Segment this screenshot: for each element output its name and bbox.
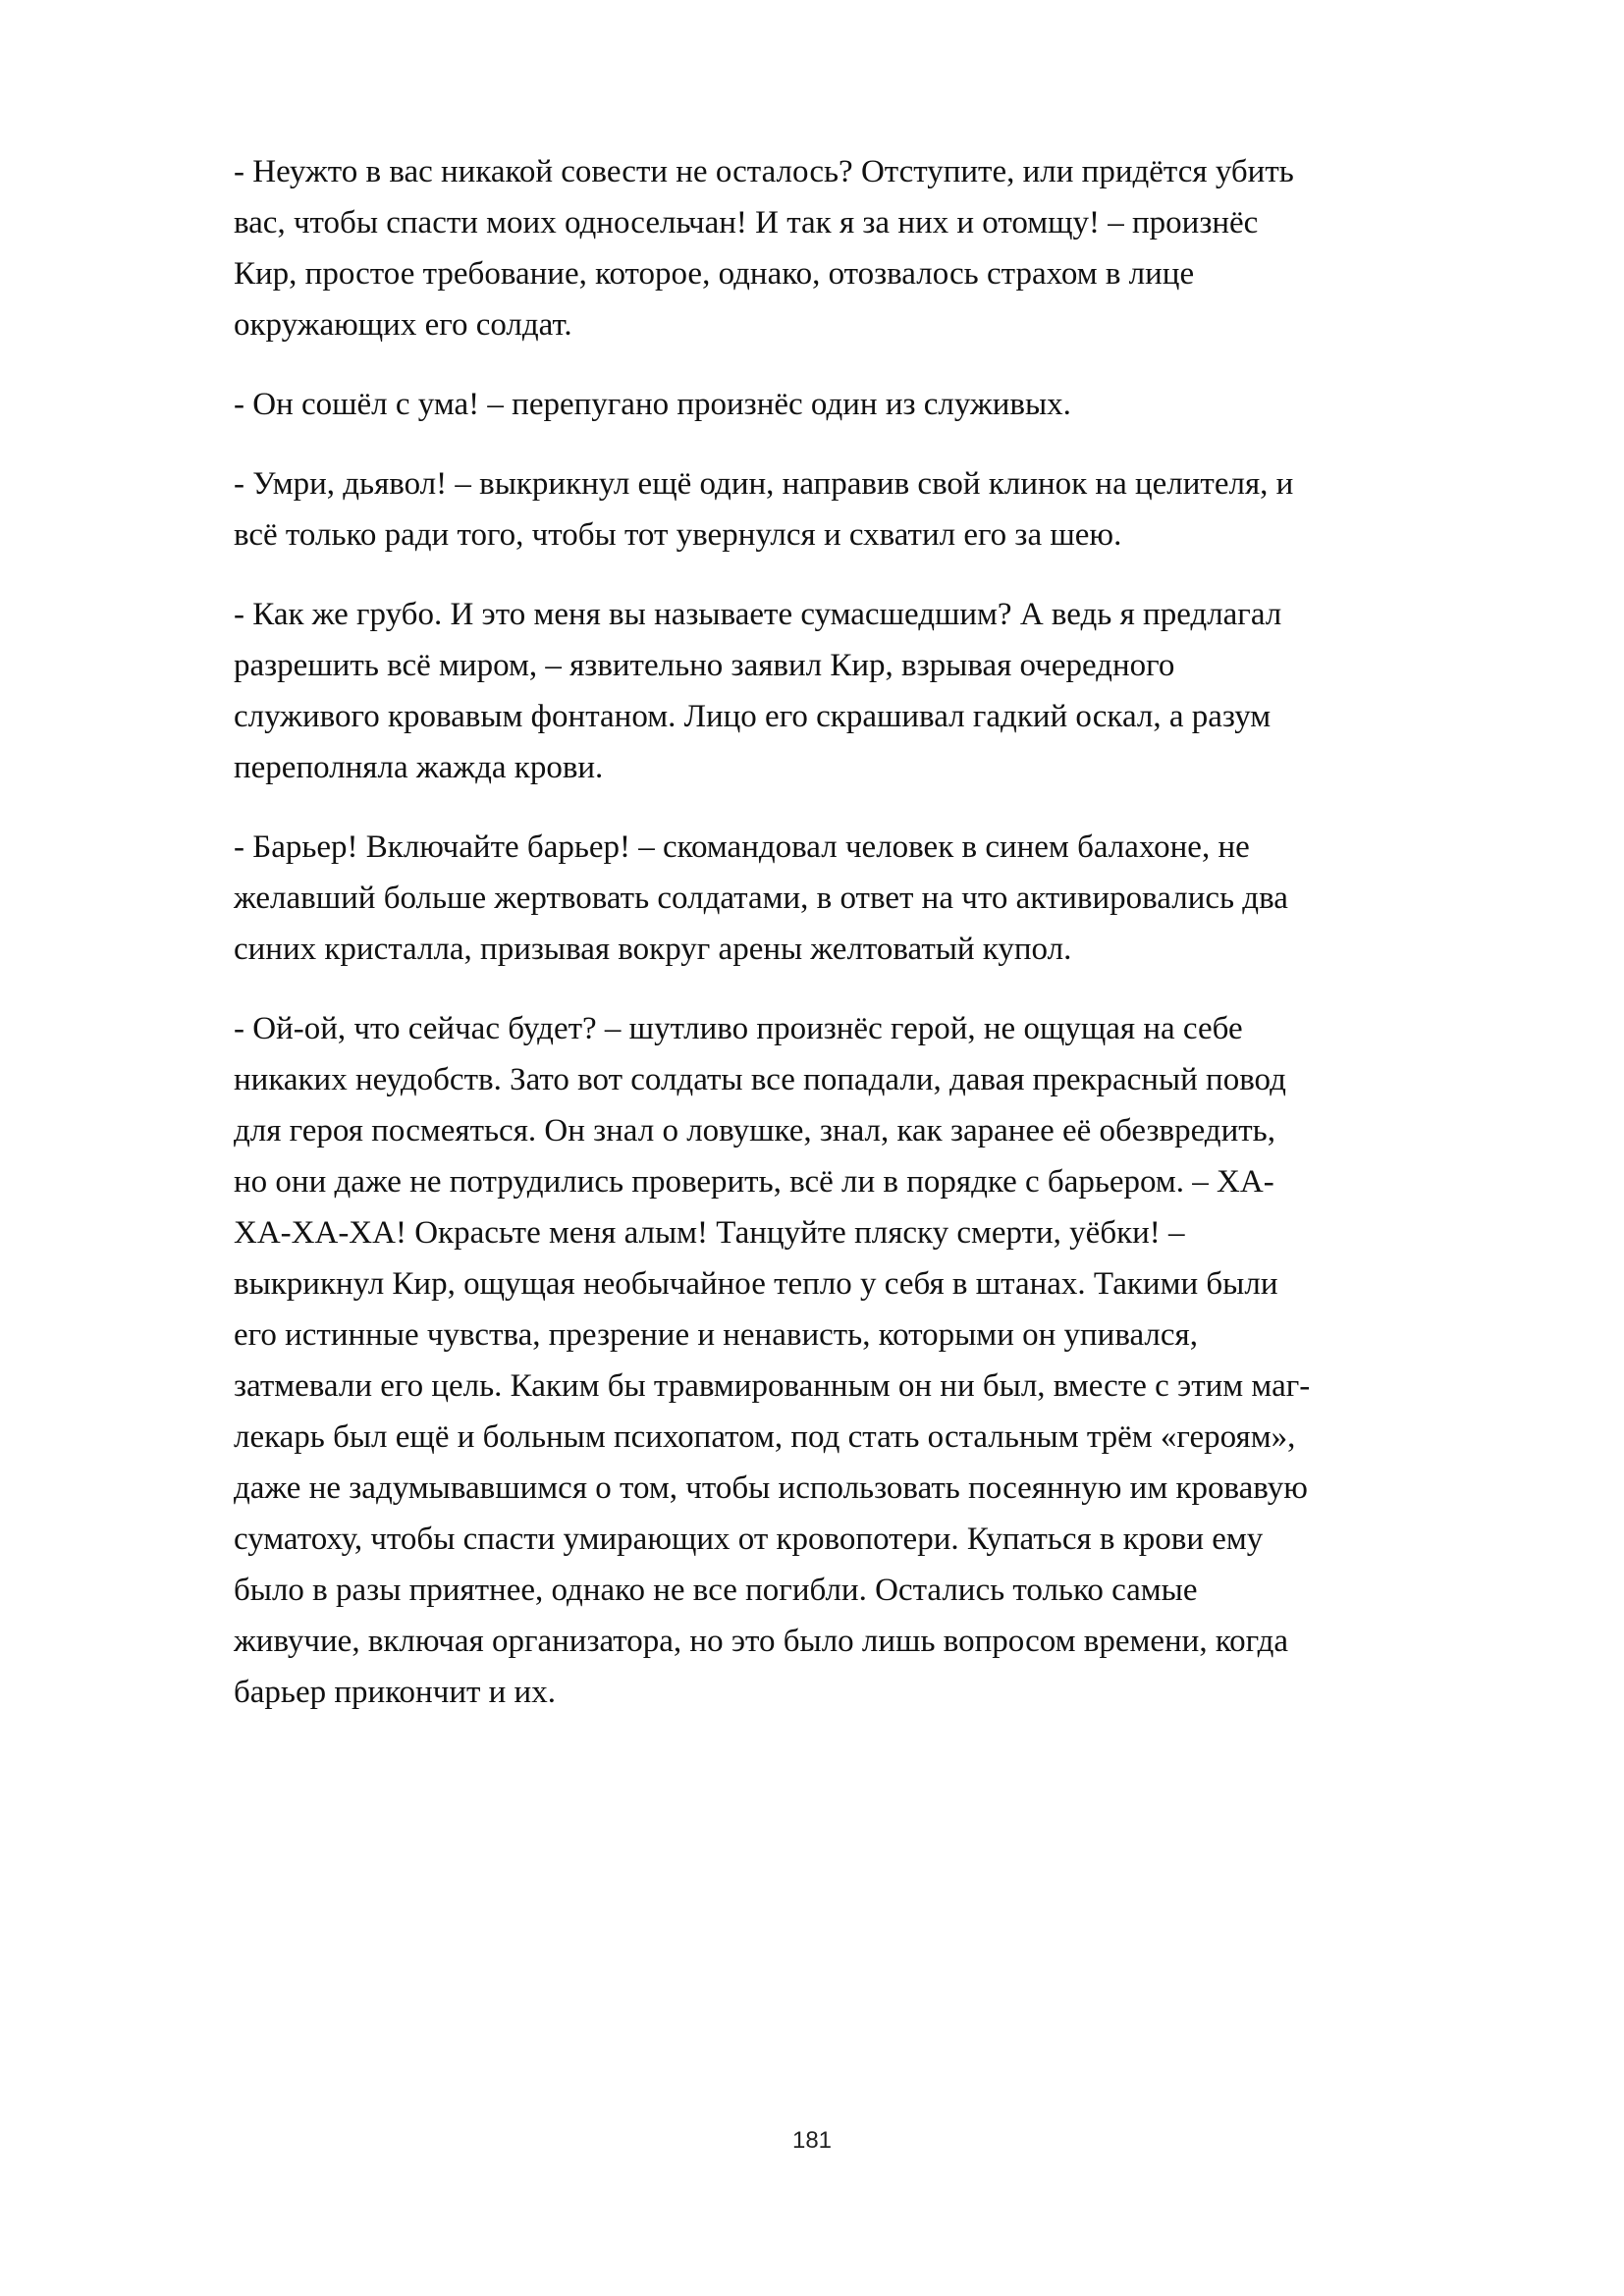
text-line: выкрикнул Кир, ощущая необычайное тепло у себя в штанах. Такими были [234,1266,1278,1302]
text-line: разрешить всё миром, – язвительно заявил Кир, взрывая очередного [234,648,1175,683]
text-line: суматоху, чтобы спасти умирающих от кровопотери. Купаться в крови ему [234,1522,1264,1557]
page-number: 181 [791,2127,833,2154]
text-line: даже не задумывавшимся о том, чтобы использовать посеянную им кровавую [234,1470,1308,1506]
text-line: но они даже не потрудились проверить, всё ли в порядке с барьером. – ХА- [234,1164,1274,1200]
text-line: вас, чтобы спасти моих односельчан! И так я за них и отомщу! – произнёс [234,205,1259,240]
text-line: переполняла жажда крови. [234,750,604,785]
paragraph [234,379,1540,430]
text-line: желавший больше жертвовать солдатами, в ответ на что активировались два [234,881,1288,916]
text-line: всё только ради того, чтобы тот увернулся и схватил его за шею. [234,517,1122,553]
text-line: - Неужто в вас никакой совести не осталось? Отступите, или придётся убить [234,154,1294,189]
text-line: Кир, простое требование, которое, однако, отозвалось страхом в лице [234,256,1195,292]
text-line: никаких неудобств. Зато вот солдаты все попадали, давая прекрасный повод [234,1062,1286,1097]
text-line: его истинные чувства, презрение и ненависть, которыми он упивался, [234,1317,1198,1353]
text-line: живучие, включая организатора, но это было лишь вопросом времени, когда [234,1624,1289,1659]
paragraph [234,146,1540,350]
text-line: лекарь был ещё и больным психопатом, под стать остальным трём «героям», [234,1419,1296,1455]
text-line: - Ой-ой, что сейчас будет? – шутливо произнёс герой, не ощущая на себе [234,1011,1243,1046]
text-line: - Как же грубо. И это меня вы называете сумасшедшим? А ведь я предлагал [234,597,1282,632]
text-line: для героя посмеяться. Он знал о ловушке, знал, как заранее её обезвредить, [234,1113,1275,1148]
text-line: окружающих его солдат. [234,307,572,343]
text-line: затмевали его цель. Каким бы травмированным он ни был, вместе с этим маг- [234,1368,1311,1404]
text-line: барьер прикончит и их. [234,1675,556,1710]
text-line: синих кристалла, призывая вокруг арены желтоватый купол. [234,932,1072,967]
body-text [234,146,1540,1746]
text-line: - Умри, дьявол! – выкрикнул ещё один, направив свой клинок на целителя, и [234,466,1294,502]
paragraph [234,458,1540,561]
text-line: ХА-ХА-ХА! Окрасьте меня алым! Танцуйте пляску смерти, уёбки! – [234,1215,1185,1251]
paragraph [234,1003,1540,1718]
paragraph [234,589,1540,793]
paragraph [234,822,1540,975]
text-line: служивого кровавым фонтаном. Лицо его скрашивал гадкий оскал, а разум [234,699,1272,734]
text-line: было в разы приятнее, однако не все погибли. Остались только самые [234,1573,1198,1608]
text-line: - Он сошёл с ума! – перепугано произнёс один из служивых. [234,387,1071,422]
text-line: - Барьер! Включайте барьер! – скомандовал человек в синем балахоне, не [234,829,1250,865]
